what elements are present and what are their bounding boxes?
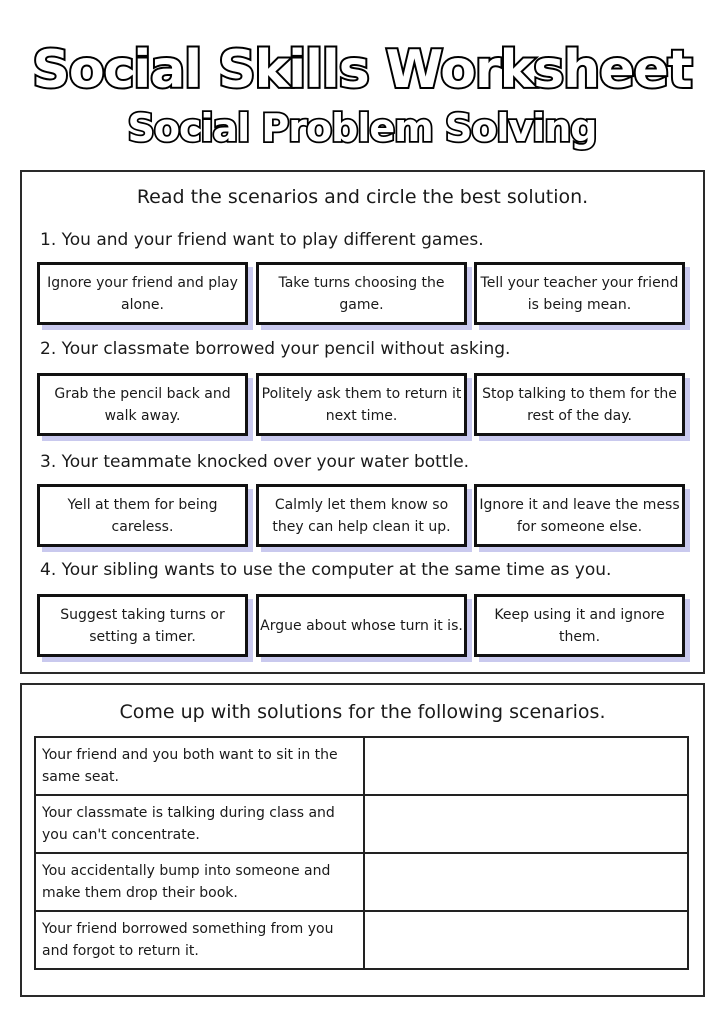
table-row	[35, 853, 688, 911]
answer-cell[interactable]	[364, 911, 688, 969]
answer-cell[interactable]	[364, 853, 688, 911]
worksheet-title: Social Skills Worksheet	[32, 40, 692, 100]
scenario-1-option-3[interactable]: Tell your teacher your friend is being mean.	[474, 262, 685, 325]
answer-cell[interactable]	[364, 795, 688, 853]
scenario-3-option-3[interactable]: Ignore it and leave the mess for someone else.	[474, 484, 685, 547]
answer-cell[interactable]	[364, 737, 688, 795]
scenario-4-option-1[interactable]: Suggest taking turns or setting a timer.	[37, 594, 248, 657]
scenario-2-option-1[interactable]: Grab the pencil back and walk away.	[37, 373, 248, 436]
solutions-table	[34, 736, 689, 970]
scenario-1-option-1[interactable]: Ignore your friend and play alone.	[37, 262, 248, 325]
scenario-cell: Your classmate is talking during class and you can't concentrate.	[35, 795, 364, 853]
scenario-cell: Your friend and you both want to sit in the same seat.	[35, 737, 364, 795]
table-row	[35, 911, 688, 969]
scenario-3-option-1[interactable]: Yell at them for being careless.	[37, 484, 248, 547]
table-row	[35, 737, 688, 795]
scenario-4-option-3[interactable]: Keep using it and ignore them.	[474, 594, 685, 657]
scenario-2-option-2[interactable]: Politely ask them to return it next time.	[256, 373, 467, 436]
scenario-2-option-3[interactable]: Stop talking to them for the rest of the day.	[474, 373, 685, 436]
scenario-cell: Your friend borrowed something from you and forgot to return it.	[35, 911, 364, 969]
table-row	[35, 795, 688, 853]
scenario-2-prompt: 2. Your classmate borrowed your pencil without asking.	[40, 339, 511, 359]
scenario-4-option-2[interactable]: Argue about whose turn it is.	[256, 594, 467, 657]
write-solutions-panel	[20, 683, 705, 997]
worksheet-subtitle: Social Problem Solving	[127, 106, 597, 150]
scenario-4-prompt: 4. Your sibling wants to use the computer at the same time as you.	[40, 560, 612, 580]
scenario-cell: You accidentally bump into someone and make them drop their book.	[35, 853, 364, 911]
scenario-3-option-2[interactable]: Calmly let them know so they can help clean it up.	[256, 484, 467, 547]
section1-instructions: Read the scenarios and circle the best solution.	[136, 186, 589, 208]
section2-instructions: Come up with solutions for the following scenarios.	[119, 701, 606, 723]
scenario-1-option-2[interactable]: Take turns choosing the game.	[256, 262, 467, 325]
scenario-3-prompt: 3. Your teammate knocked over your water bottle.	[40, 452, 470, 472]
circle-best-solution-panel	[20, 170, 705, 674]
scenario-1-prompt: 1. You and your friend want to play different games.	[40, 230, 484, 250]
